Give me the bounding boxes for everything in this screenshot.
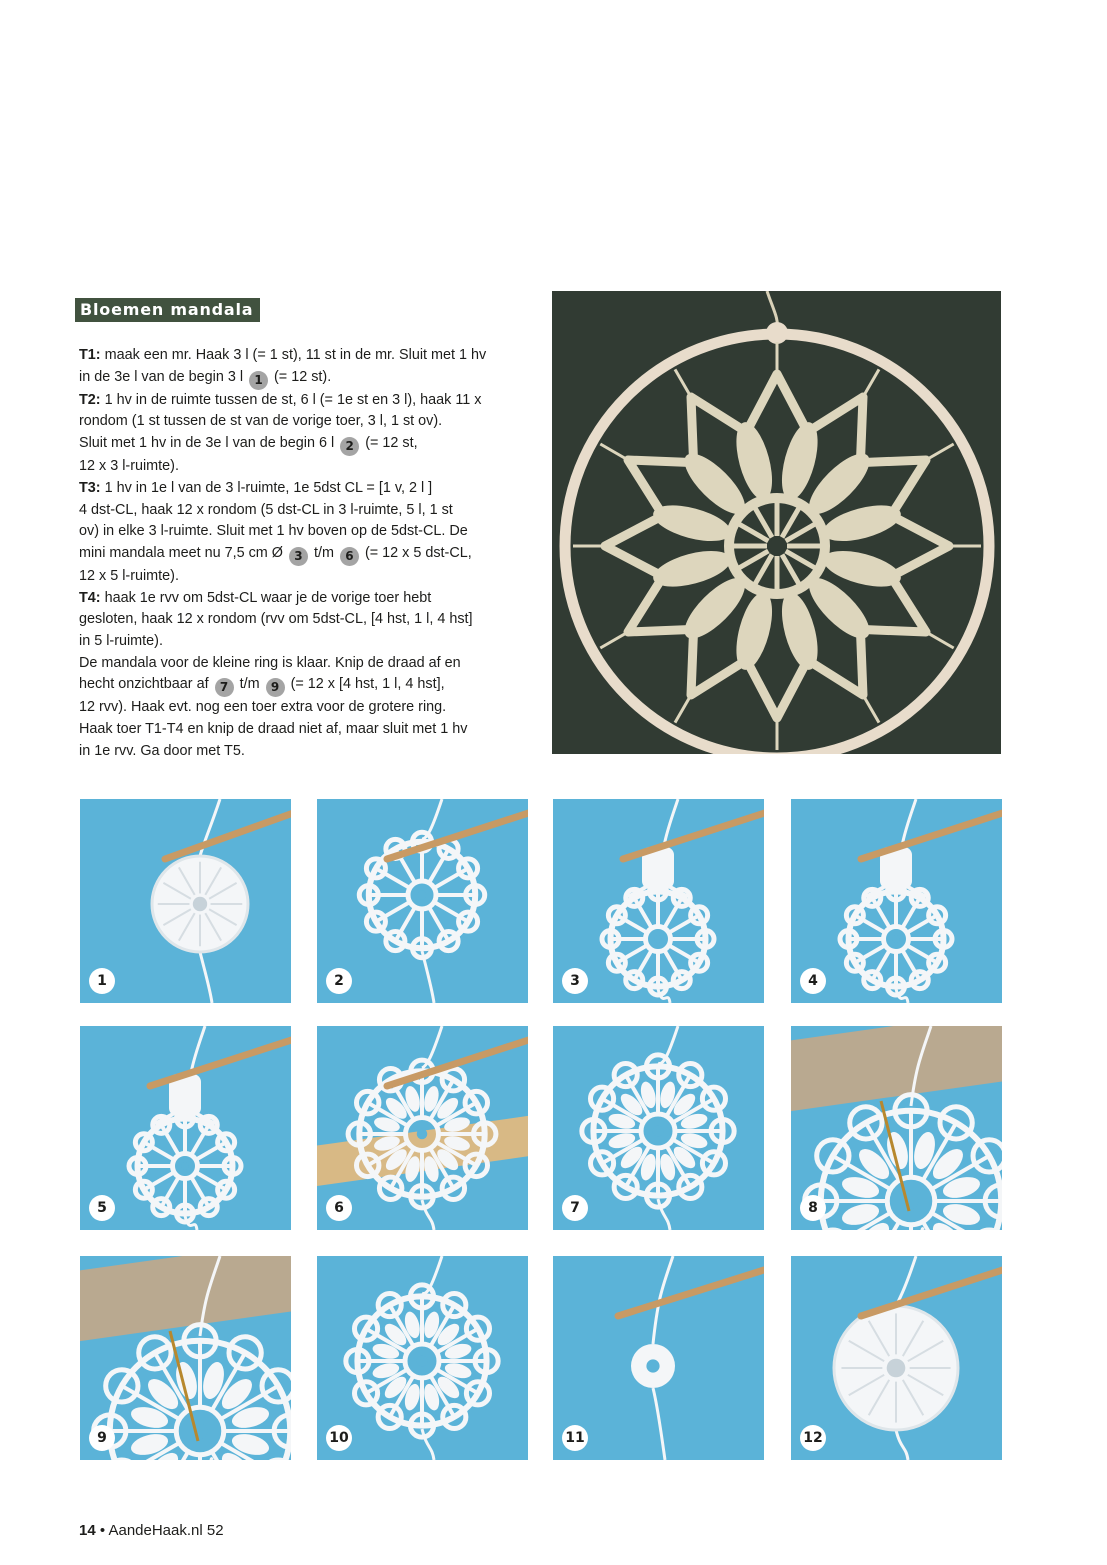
instruction-text: in 1e rvv. Ga door met T5.: [79, 742, 245, 759]
instruction-line: [79, 478, 529, 500]
instruction-line: [79, 411, 529, 433]
round-label: T3:: [79, 479, 101, 496]
instruction-line: [79, 697, 529, 719]
step-number-badge: 6: [340, 547, 359, 566]
instruction-line: [79, 653, 529, 675]
instruction-line: [79, 367, 529, 390]
step-photo-number: 9: [89, 1425, 115, 1451]
footer-bullet: •: [99, 1522, 106, 1539]
instruction-line: [79, 500, 529, 522]
step-photo-number: 5: [89, 1195, 115, 1221]
step-number-badge: 9: [266, 678, 285, 697]
section-title: Bloemen mandala: [75, 298, 260, 322]
step-photo-6: [317, 1026, 528, 1230]
instruction-text: (= 12 x [4 hst, 1 l, 4 hst],: [286, 676, 445, 693]
instruction-text: 4 dst-CL, haak 12 x rondom (5 dst-CL in 3 l-ruimte, 5 l, 1 st: [79, 501, 453, 518]
step-photo-number: 7: [562, 1195, 588, 1221]
step-number-badge: 7: [215, 678, 234, 697]
instruction-text: 12 x 3 l-ruimte).: [79, 458, 179, 475]
step-photo-3: [553, 799, 764, 1003]
instruction-text: ov) in elke 3 l-ruimte. Sluit met 1 hv boven op de 5dst-CL. De: [79, 523, 468, 540]
instruction-text: rondom (1 st tussen de st van de vorige toer, 3 l, 1 st ov).: [79, 413, 443, 430]
step-photo-number: 1: [89, 968, 115, 994]
instruction-text: haak 1e rvv om 5dst-CL waar je de vorige toer hebt: [100, 589, 432, 606]
page-number: 14: [79, 1522, 96, 1539]
instruction-text: 1 hv in 1e l van de 3 l-ruimte, 1e 5dst CL = [1 v, 2 l ]: [100, 479, 433, 496]
step-photo-number: 11: [562, 1425, 588, 1451]
instruction-line: [79, 345, 529, 367]
step-photo-2: [317, 799, 528, 1003]
step-photo-number: 4: [800, 968, 826, 994]
instruction-text: hecht onzichtbaar af: [79, 676, 213, 693]
instructions-text: [79, 345, 529, 763]
step-photo-11: [553, 1256, 764, 1460]
instruction-text: (= 12 st,: [361, 435, 418, 452]
instruction-text: 12 rvv). Haak evt. nog een toer extra voor de grotere ring.: [79, 699, 447, 716]
step-photo-number: 3: [562, 968, 588, 994]
step-photo-number: 2: [326, 968, 352, 994]
step-photo-number: 8: [800, 1195, 826, 1221]
instruction-line: [79, 390, 529, 412]
step-number-badge: 1: [249, 371, 268, 390]
hero-photo-mandala: [552, 291, 1001, 754]
instruction-text: (= 12 st).: [270, 368, 332, 385]
step-photo-8: [791, 1026, 1002, 1230]
step-photo-12: [791, 1256, 1002, 1460]
instruction-text: t/m: [235, 676, 264, 693]
step-photo-9: [80, 1256, 291, 1460]
instruction-line: [79, 741, 529, 763]
step-photo-4: [791, 799, 1002, 1003]
instruction-line: [79, 543, 529, 566]
step-photo-5: [80, 1026, 291, 1230]
instruction-text: De mandala voor de kleine ring is klaar. Knip de draad af en: [79, 654, 461, 671]
step-number-badge: 2: [340, 437, 359, 456]
mandala-ring-image: [552, 291, 1001, 754]
instruction-line: [79, 566, 529, 588]
round-label: T4:: [79, 589, 101, 606]
instruction-line: [79, 456, 529, 478]
step-number-badge: 3: [289, 547, 308, 566]
step-photo-number: 6: [326, 1195, 352, 1221]
instruction-line: [79, 674, 529, 697]
step-photo-1: [80, 799, 291, 1003]
instruction-text: Sluit met 1 hv in de 3e l van de begin 6 l: [79, 435, 339, 452]
step-photo-number: 12: [800, 1425, 826, 1451]
instruction-line: [79, 609, 529, 631]
instruction-text: 1 hv in de ruimte tussen de st, 6 l (= 1e st en 3 l), haak 11 x: [100, 391, 482, 408]
instruction-text: gesloten, haak 12 x rondom (rvv om 5dst-CL, [4 hst, 1 l, 4 hst]: [79, 611, 473, 628]
step-photo-10: [317, 1256, 528, 1460]
instruction-text: (= 12 x 5 dst-CL,: [360, 544, 472, 561]
instruction-line: [79, 588, 529, 610]
page-footer: [79, 1522, 224, 1539]
instruction-text: t/m: [309, 544, 338, 561]
round-label: T2:: [79, 391, 101, 408]
step-photo-7: [553, 1026, 764, 1230]
footer-magazine: AandeHaak.nl 52: [108, 1522, 224, 1539]
instruction-text: in 5 l-ruimte).: [79, 633, 163, 650]
instruction-text: mini mandala meet nu 7,5 cm Ø: [79, 544, 287, 561]
round-label: T1:: [79, 347, 101, 363]
step-photo-number: 10: [326, 1425, 352, 1451]
instruction-line: [79, 631, 529, 653]
instruction-line: [79, 521, 529, 543]
instruction-text: maak een mr. Haak 3 l (= 1 st), 11 st in de mr. Sluit met 1 hv: [100, 347, 487, 363]
instruction-line: [79, 433, 529, 456]
instruction-text: in de 3e l van de begin 3 l: [79, 368, 248, 385]
instruction-text: Haak toer T1-T4 en knip de draad niet af, maar sluit met 1 hv: [79, 721, 468, 738]
instruction-text: 12 x 5 l-ruimte).: [79, 567, 179, 584]
instruction-line: [79, 719, 529, 741]
